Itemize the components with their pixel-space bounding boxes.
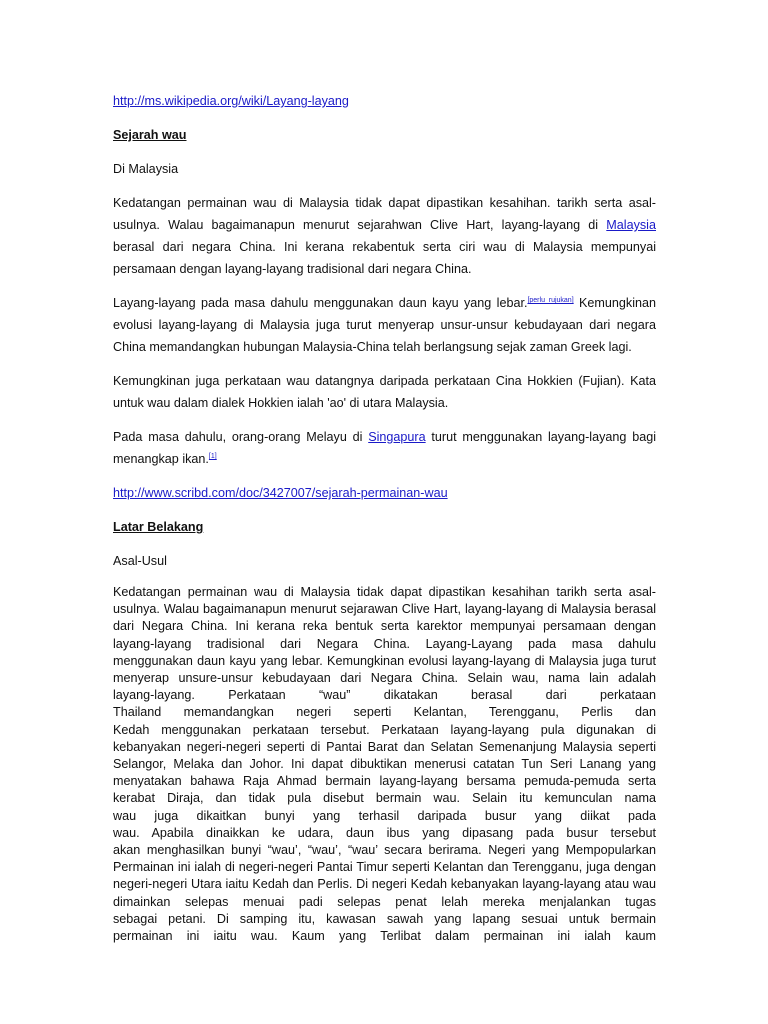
malaysia-link[interactable]: Malaysia [606,218,656,232]
subheading-di-malaysia: Di Malaysia [113,162,179,176]
scribd-link[interactable]: http://www.scribd.com/doc/3427007/sejarah-permainan-wau [113,486,448,500]
wikipedia-link[interactable]: http://ms.wikipedia.org/wiki/Layang-layang [113,94,349,108]
paragraph-line: Layang-layang pada masa dahulu menggunakan daun kayu yang lebar.[perlu rujukan] Kemungkinan [113,296,656,310]
paragraph-line: menangkap ikan.[1] [113,452,217,466]
paragraph-line: Pada masa dahulu, orang-orang Melayu di Singapura turut menggunakan layang-layang bagi [113,430,656,444]
paragraph-line: menggunakan daun kayu yang lebar. Kemungkinan evolusi layang-layang di Malaysia juga turut [113,653,656,668]
paragraph-line: dimainkan selepas menuai padi selepas penat lelah mereka menjalankan tugas [113,894,656,909]
paragraph-line: Kedatangan permainan wau di Malaysia tidak dapat dipastikan kesahihan tarikh serta asal- [113,585,656,599]
footnote-1-link[interactable]: [1] [208,452,217,460]
paragraph-line: akan menghasilkan bunyi “wau’, “wau’, “wau’ secara berirama. Negeri yang Mempopularkan [113,843,656,858]
paragraph-line: negeri-negeri Utara iaitu Kedah dan Perlis. Di negeri Kedah kebanyakan layang-layang atau wau [113,877,656,892]
heading-sejarah-wau: Sejarah wau [113,128,187,142]
paragraph-4 [113,426,656,470]
paragraph-line: menyatakan bahawa Raja Ahmad bermain layang-layang bersama pemuda-pemuda serta [113,774,656,789]
paragraph-line: layang-layang tradisional dari Negara China. Layang-Layang pada masa dahulu [113,636,656,651]
paragraph-line: kerabat Diraja, dan tidak pula disebut bermain wau. Selain itu kemunculan nama [113,791,656,806]
paragraph-line: Kemungkinan juga perkataan wau datangnya daripada perkataan Cina Hokkien (Fujian). Kata [113,374,656,388]
paragraph-line: usulnya. Walau bagaimanapun menurut sejarawan Clive Hart, layang-layang di Malaysia berasal [113,602,656,617]
citation-needed-link[interactable]: [perlu rujukan] [527,296,574,304]
paragraph-1 [113,192,656,280]
paragraph-line: wau. Apabila dinaikkan ke udara, daun ibus yang dipasang pada busur tersebut [113,825,656,840]
paragraph-line: Kedatangan permainan wau di Malaysia tidak dapat dipastikan kesahihan. tarikh serta asal- [113,196,656,210]
heading-latar-belakang: Latar Belakang [113,520,204,534]
paragraph-3 [113,370,656,414]
singapura-link[interactable]: Singapura [368,430,426,444]
paragraph-line: kebanyakan negeri-negeri seperti di Pantai Barat dan Selatan Semenanjung Malaysia seperti [113,739,656,754]
paragraph-line: China memandangkan hubungan Malaysia-China telah berlangsung sejak zaman Greek lagi. [113,340,632,354]
paragraph-line: Thailand memandangkan negeri seperti Kelantan, Terengganu, Perlis dan [113,705,656,720]
paragraph-line: menyerap unsure-unsur kebudayaan dari Negara China. Selain wau, nama lain adalah [113,671,656,686]
paragraph-line: layang-layang. Perkataan “wau” dikatakan berasal dari perkataan [113,688,656,703]
paragraph-line: wau juga dikaitkan bunyi yang terhasil daripada busur yang diikat pada [113,808,656,823]
paragraph-line: usulnya. Walau bagaimanapun menurut sejarahwan Clive Hart, layang-layang di Malaysia [113,218,656,232]
paragraph-line: dari Negara China. Ini kerana reka bentuk serta karektor mempunyai persamaan dengan [113,619,656,634]
paragraph-line: permainan ini iaitu wau. Kaum yang Terlibat dalam permainan ini ialah kaum [113,929,656,944]
source-url-2 [113,482,656,504]
paragraph-5 [113,584,656,945]
paragraph-2 [113,292,656,358]
paragraph-line: evolusi layang-layang di Malaysia juga turut menyerap unsur-unsur kebudayaan dari negara [113,318,656,332]
paragraph-line: Selangor, Melaka dan Johor. Ini dapat dibuktikan menerusi catatan Tun Seri Lanang yang [113,757,656,772]
subheading-asal-usul: Asal-Usul [113,554,167,568]
paragraph-line: Permainan ini ialah di negeri-negeri Pantai Timur seperti Kelantan dan Terengganu, juga dengan [113,860,656,875]
paragraph-line: sebagai petani. Di samping itu, kawasan sawah yang lapang sesuai untuk bermain [113,911,656,926]
paragraph-line: untuk wau dalam dialek Hokkien ialah 'ao' di utara Malaysia. [113,396,449,410]
paragraph-line: persamaan dengan layang-layang tradisional dari negara China. [113,262,472,276]
paragraph-line: Kedah menggunakan perkataan tersebut. Perkataan layang-layang pula digunakan di [113,722,656,737]
paragraph-line: berasal dari negara China. Ini kerana rekabentuk serta ciri wau di Malaysia mempunyai [113,240,656,254]
source-url-1 [113,90,656,112]
